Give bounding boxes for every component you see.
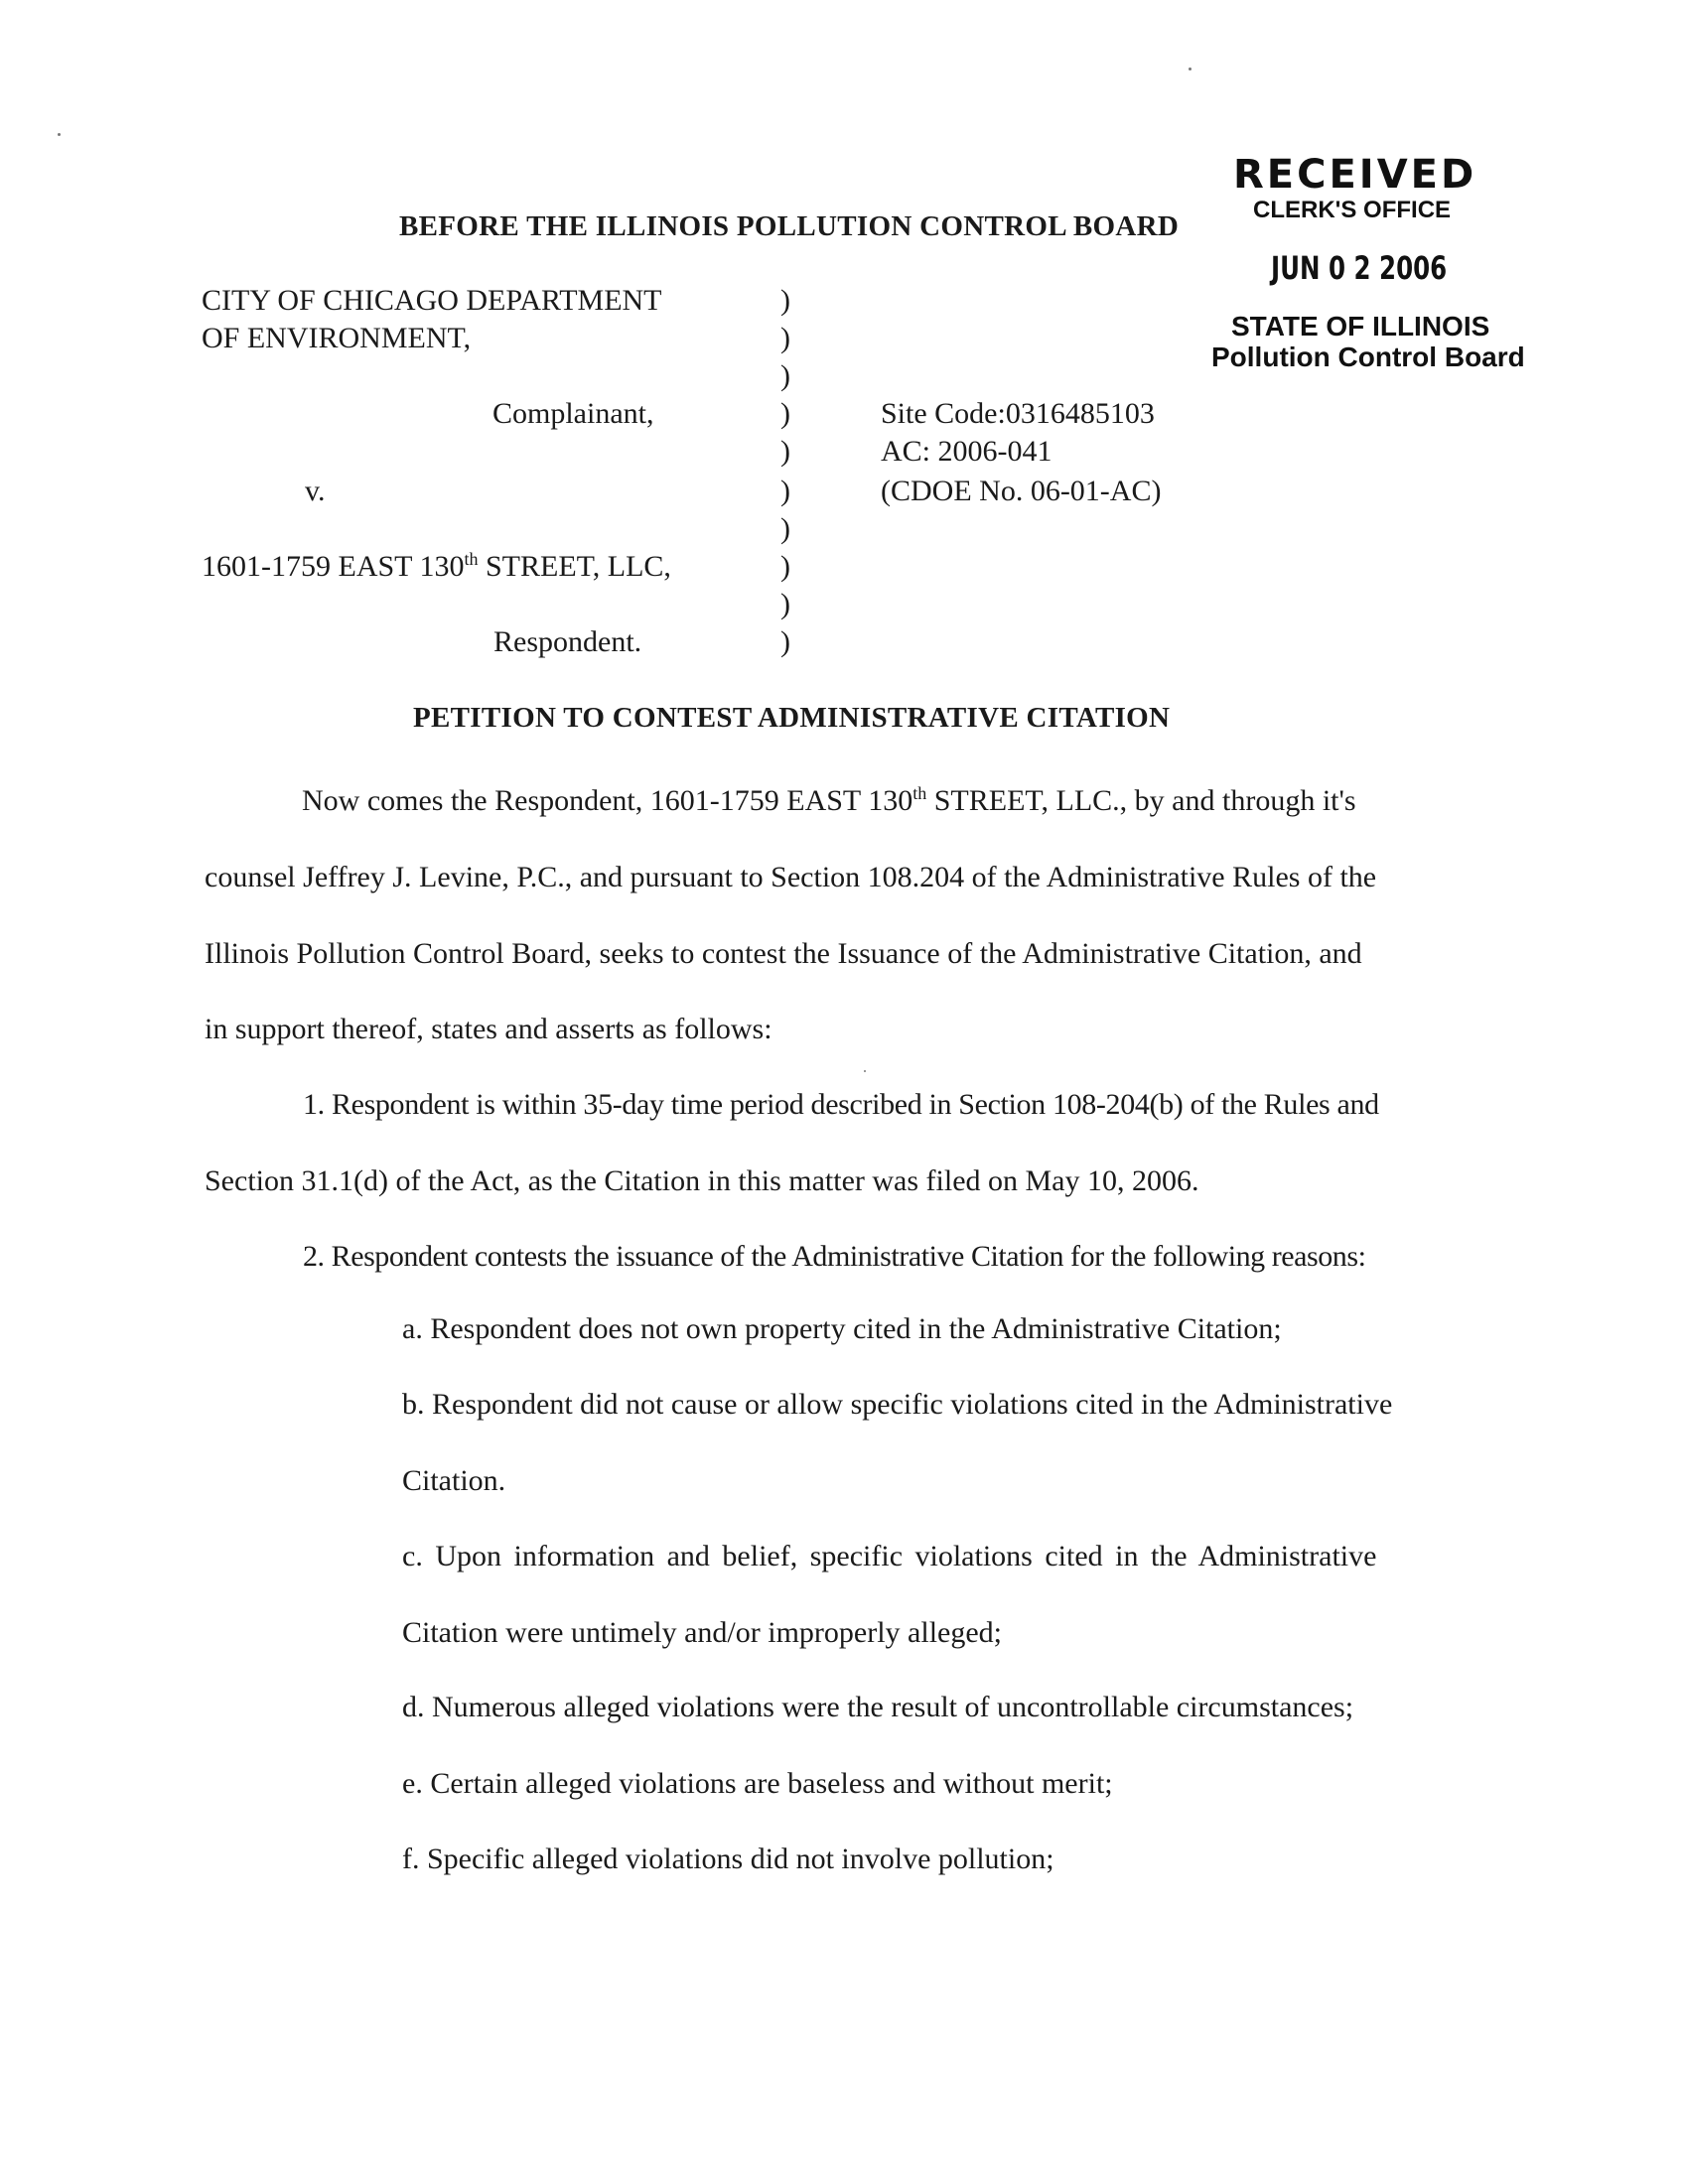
reason-e: e. Certain alleged violations are baseless and without merit; bbox=[402, 1767, 1113, 1800]
paragraph-1-line-2: Section 31.1(d) of the Act, as the Citation in this matter was filed on May 10, 2006. bbox=[205, 1164, 1199, 1197]
received-stamp-date: JUN 0 2 2006 bbox=[1271, 249, 1448, 287]
cdoe-number: (CDOE No. 06-01-AC) bbox=[881, 475, 1162, 507]
caption-paren: ) bbox=[780, 397, 790, 430]
intro-line-3: Illinois Pollution Control Board, seeks to contest the Issuance of the Administrative Citation, and bbox=[205, 937, 1362, 970]
complainant-name-line2: OF ENVIRONMENT, bbox=[202, 322, 472, 354]
reason-c-line-2: Citation were untimely and/or improperly alleged; bbox=[402, 1616, 1002, 1649]
reason-b-line-2: Citation. bbox=[402, 1464, 506, 1497]
intro-line-1 bbox=[302, 784, 1356, 818]
paragraph-2-line-1: 2. Respondent contests the issuance of the Administrative Citation for the following reasons: bbox=[303, 1240, 1366, 1273]
received-stamp-title: RECEIVED bbox=[1233, 152, 1477, 198]
complainant-name-line1: CITY OF CHICAGO DEPARTMENT bbox=[202, 284, 662, 317]
intro-line-1-pre: Now comes the Respondent, 1601-1759 EAST 130 bbox=[302, 784, 913, 817]
caption-paren: ) bbox=[780, 435, 790, 468]
respondent-role: Respondent. bbox=[493, 625, 642, 658]
paragraph-1-line-1: 1. Respondent is within 35-day time period described in Section 108-204(b) of the Rules and bbox=[303, 1088, 1379, 1121]
intro-line-2: counsel Jeffrey J. Levine, P.C., and pursuant to Section 108.204 of the Administrative Rules of the bbox=[205, 861, 1377, 893]
respondent-name-pre: 1601-1759 EAST 130 bbox=[202, 550, 465, 583]
respondent-name-post: STREET, LLC, bbox=[478, 550, 671, 583]
site-code: Site Code:0316485103 bbox=[881, 397, 1155, 430]
intro-line-1-ordinal: th bbox=[912, 783, 927, 803]
versus-label: v. bbox=[305, 475, 326, 507]
caption-paren: ) bbox=[780, 322, 790, 354]
caption-paren: ) bbox=[780, 359, 790, 392]
scan-speck bbox=[864, 1070, 866, 1072]
reason-c-line-1: c. Upon information and belief, specific violations cited in the Administrative bbox=[402, 1540, 1377, 1572]
received-stamp-board: Pollution Control Board bbox=[1211, 341, 1525, 372]
received-stamp-state: STATE OF ILLINOIS bbox=[1231, 311, 1490, 341]
caption-paren: ) bbox=[780, 475, 790, 507]
board-heading: BEFORE THE ILLINOIS POLLUTION CONTROL BOARD bbox=[399, 210, 1180, 242]
reason-d: d. Numerous alleged violations were the result of uncontrollable circumstances; bbox=[402, 1691, 1354, 1723]
caption-paren: ) bbox=[780, 284, 790, 317]
petition-title: PETITION TO CONTEST ADMINISTRATIVE CITATION bbox=[413, 702, 1171, 734]
caption-paren: ) bbox=[780, 588, 790, 620]
caption-paren: ) bbox=[780, 550, 790, 583]
scan-speck bbox=[58, 133, 61, 136]
reason-b-line-1: b. Respondent did not cause or allow specific violations cited in the Administrative bbox=[402, 1388, 1393, 1421]
respondent-name bbox=[202, 550, 671, 584]
intro-line-4: in support thereof, states and asserts as follows: bbox=[205, 1013, 772, 1045]
scan-speck bbox=[1189, 68, 1192, 70]
caption-paren: ) bbox=[780, 512, 790, 545]
intro-line-1-post: STREET, LLC., by and through it's bbox=[926, 784, 1356, 817]
respondent-name-ordinal: th bbox=[464, 549, 479, 569]
ac-number: AC: 2006-041 bbox=[881, 435, 1052, 468]
reason-a: a. Respondent does not own property cited in the Administrative Citation; bbox=[402, 1312, 1282, 1345]
caption-paren: ) bbox=[780, 625, 790, 658]
complainant-role: Complainant, bbox=[492, 397, 654, 430]
received-stamp-clerks-office: CLERK'S OFFICE bbox=[1253, 197, 1452, 223]
reason-f: f. Specific alleged violations did not involve pollution; bbox=[402, 1843, 1054, 1875]
